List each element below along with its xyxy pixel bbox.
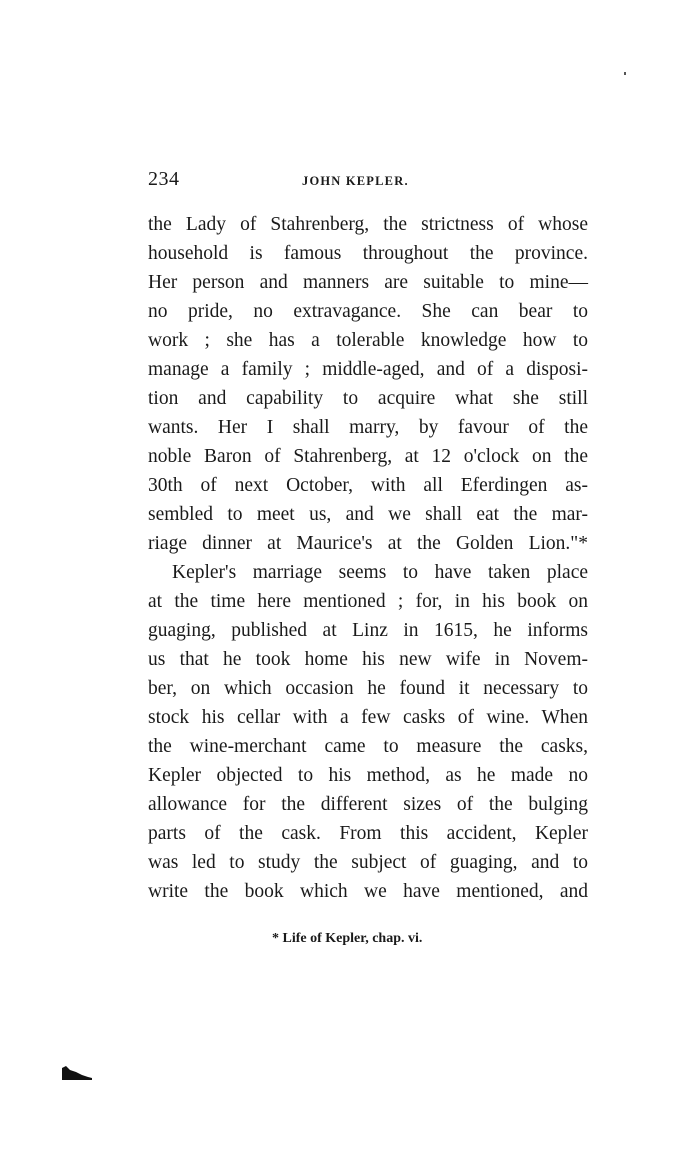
footnote: * Life of Kepler, chap. vi. xyxy=(272,931,423,946)
text-line: 30th of next October, with all Eferdingen as- xyxy=(148,475,588,496)
text-line: noble Baron of Stahrenberg, at 12 o'clock on the xyxy=(148,446,588,467)
page-header xyxy=(148,168,588,196)
body-text xyxy=(148,210,588,906)
text-line: write the book which we have mentioned, and xyxy=(148,881,588,902)
text-line: Her person and manners are suitable to mine— xyxy=(148,272,588,293)
stray-ink-dot xyxy=(624,72,626,75)
paragraph-1 xyxy=(148,210,588,558)
text-line: manage a family ; middle-aged, and of a disposi- xyxy=(148,359,588,380)
text-line: allowance for the different sizes of the bulging xyxy=(148,794,588,815)
paragraph-2 xyxy=(148,558,588,906)
text-line: the wine-merchant came to measure the casks, xyxy=(148,736,588,757)
text-line: was led to study the subject of guaging, and to xyxy=(148,852,588,873)
text-line: parts of the cask. From this accident, Kepler xyxy=(148,823,588,844)
text-line: the Lady of Stahrenberg, the strictness of whose xyxy=(148,214,588,235)
text-line: guaging, published at Linz in 1615, he informs xyxy=(148,620,588,641)
running-head: JOHN KEPLER. xyxy=(302,174,409,188)
text-line: us that he took home his new wife in Novem- xyxy=(148,649,588,670)
text-line: at the time here mentioned ; for, in his book on xyxy=(148,591,588,612)
text-line: ber, on which occasion he found it necessary to xyxy=(148,678,588,699)
scan-corner-mark xyxy=(62,1066,94,1080)
text-line: tion and capability to acquire what she still xyxy=(148,388,588,409)
text-line: riage dinner at Maurice's at the Golden Lion."* xyxy=(148,533,588,554)
text-line: sembled to meet us, and we shall eat the mar- xyxy=(148,504,588,525)
text-line: Kepler's marriage seems to have taken place xyxy=(172,562,588,583)
text-line: stock his cellar with a few casks of wine. When xyxy=(148,707,588,728)
text-line: wants. Her I shall marry, by favour of the xyxy=(148,417,588,438)
text-line: Kepler objected to his method, as he made no xyxy=(148,765,588,786)
text-line: work ; she has a tolerable knowledge how to xyxy=(148,330,588,351)
text-line: no pride, no extravagance. She can bear to xyxy=(148,301,588,322)
text-line: household is famous throughout the province. xyxy=(148,243,588,264)
page-number: 234 xyxy=(148,168,180,190)
